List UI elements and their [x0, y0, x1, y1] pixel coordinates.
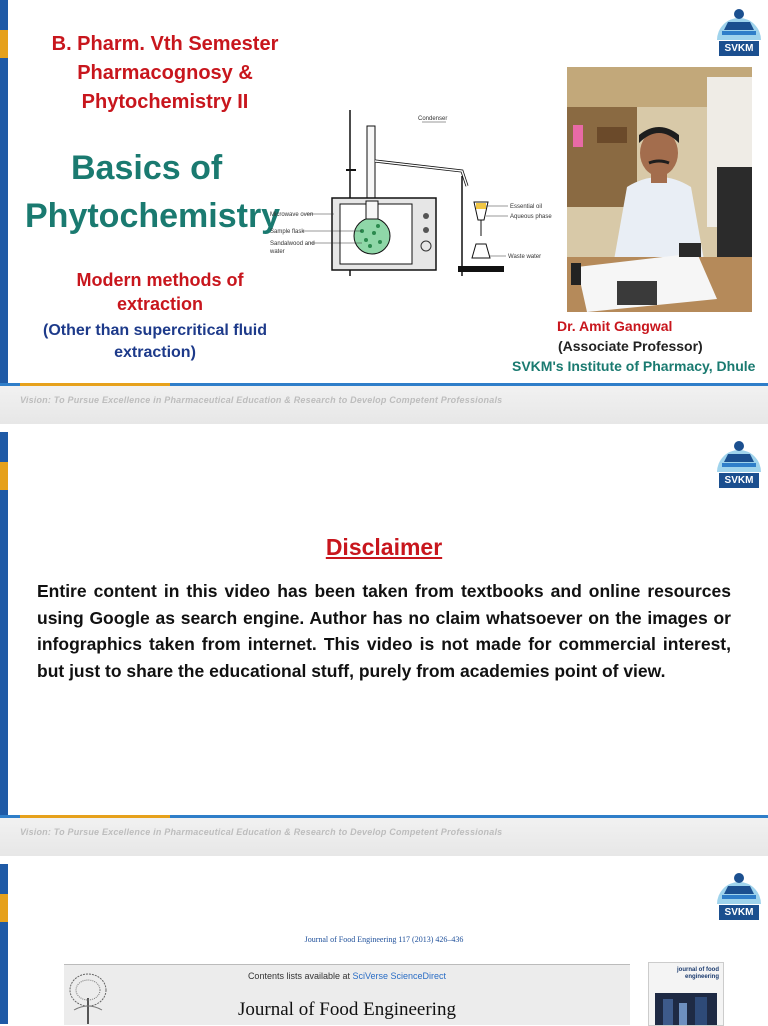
logo-text: SVKM	[719, 41, 759, 56]
main-heading-line: Phytochemistry	[25, 197, 281, 235]
topic-subtitle	[30, 320, 280, 364]
journal-cover-thumbnail	[648, 962, 724, 1026]
course-title-line: Pharmacognosy &	[77, 62, 253, 84]
slide-footer	[0, 815, 768, 856]
journal-name: Journal of Food Engineering	[238, 999, 456, 1020]
diagram-label-microwave: Microwave oven	[270, 212, 314, 218]
svkm-emblem-icon	[714, 436, 764, 474]
diagram-label-waste-water: Waste water	[508, 254, 542, 260]
slide-left-bar	[0, 864, 8, 1024]
presenter-role: (Associate Professor)	[558, 338, 703, 354]
topic-title	[40, 268, 280, 316]
slide-left-bar	[0, 432, 8, 856]
microwave-extraction-diagram	[262, 106, 562, 286]
presenter-name: Dr. Amit Gangwal	[557, 318, 673, 334]
presenter-photo	[567, 67, 752, 312]
slide-footer	[0, 383, 768, 424]
journal-cover-title: journal of food engineering	[677, 967, 719, 980]
topic-subtitle-line: (Other than supercritical fluid	[42, 322, 268, 339]
topic-title-line: extraction	[116, 294, 204, 314]
slide-left-bar	[0, 0, 8, 424]
svkm-emblem-icon	[714, 4, 764, 42]
diagram-label-essential-oil: Essential oil	[510, 204, 543, 210]
institute-name: SVKM's Institute of Pharmacy, Dhule	[512, 358, 756, 374]
footer-vision-text: Vision: To Pursue Excellence in Pharmaceutical Education & Research to Develop Competent Professionals	[20, 395, 503, 405]
diagram-label-sample-flask: Sample flask	[270, 229, 305, 235]
journal-header	[64, 964, 630, 1025]
disclaimer-body: Entire content in this video has been taken from textbooks and online resources using Google as search engine. Author has no claim whatsoever on the images or infographics taken from internet. This video is not made for commercial interest, but just to share the educational stuff, purely from academies point of view.	[37, 581, 731, 681]
journal-cover-image	[649, 963, 723, 1025]
course-title-line: Phytochemistry II	[81, 91, 249, 113]
diagram-label-water: water	[270, 249, 285, 255]
presenter-photo-image	[567, 67, 752, 312]
footer-vision-text: Vision: To Pursue Excellence in Pharmaceutical Education & Research to Develop Competent Professionals	[20, 827, 503, 837]
elsevier-tree-logo	[66, 970, 110, 1024]
svkm-logo	[714, 868, 764, 920]
journal-reference: Journal of Food Engineering 117 (2013) 426–436	[304, 935, 464, 944]
svkm-logo	[714, 4, 764, 56]
diagram-label-condenser: Condenser	[418, 116, 448, 122]
course-title-line: B. Pharm. Vth Semester	[51, 33, 279, 55]
topic-title-line: Modern methods of	[76, 270, 244, 290]
svkm-logo	[714, 436, 764, 488]
main-heading-line: Basics of	[71, 149, 223, 187]
contents-line	[64, 971, 630, 981]
logo-text: SVKM	[719, 473, 759, 488]
main-heading	[25, 144, 281, 240]
logo-text: SVKM	[719, 905, 759, 920]
slide-title	[0, 0, 768, 424]
disclaimer-title: Disclaimer	[325, 534, 443, 560]
topic-subtitle-line: extraction)	[114, 344, 196, 361]
contents-prefix: Contents lists available at	[247, 971, 353, 981]
sciencedirect-link[interactable]: SciVerse ScienceDirect	[352, 971, 447, 981]
course-title	[30, 30, 300, 117]
diagram-label-sandalwood: Sandalwood and	[270, 241, 315, 247]
diagram-label-aqueous-phase: Aqueous phase	[510, 214, 552, 220]
svkm-emblem-icon	[714, 868, 764, 906]
